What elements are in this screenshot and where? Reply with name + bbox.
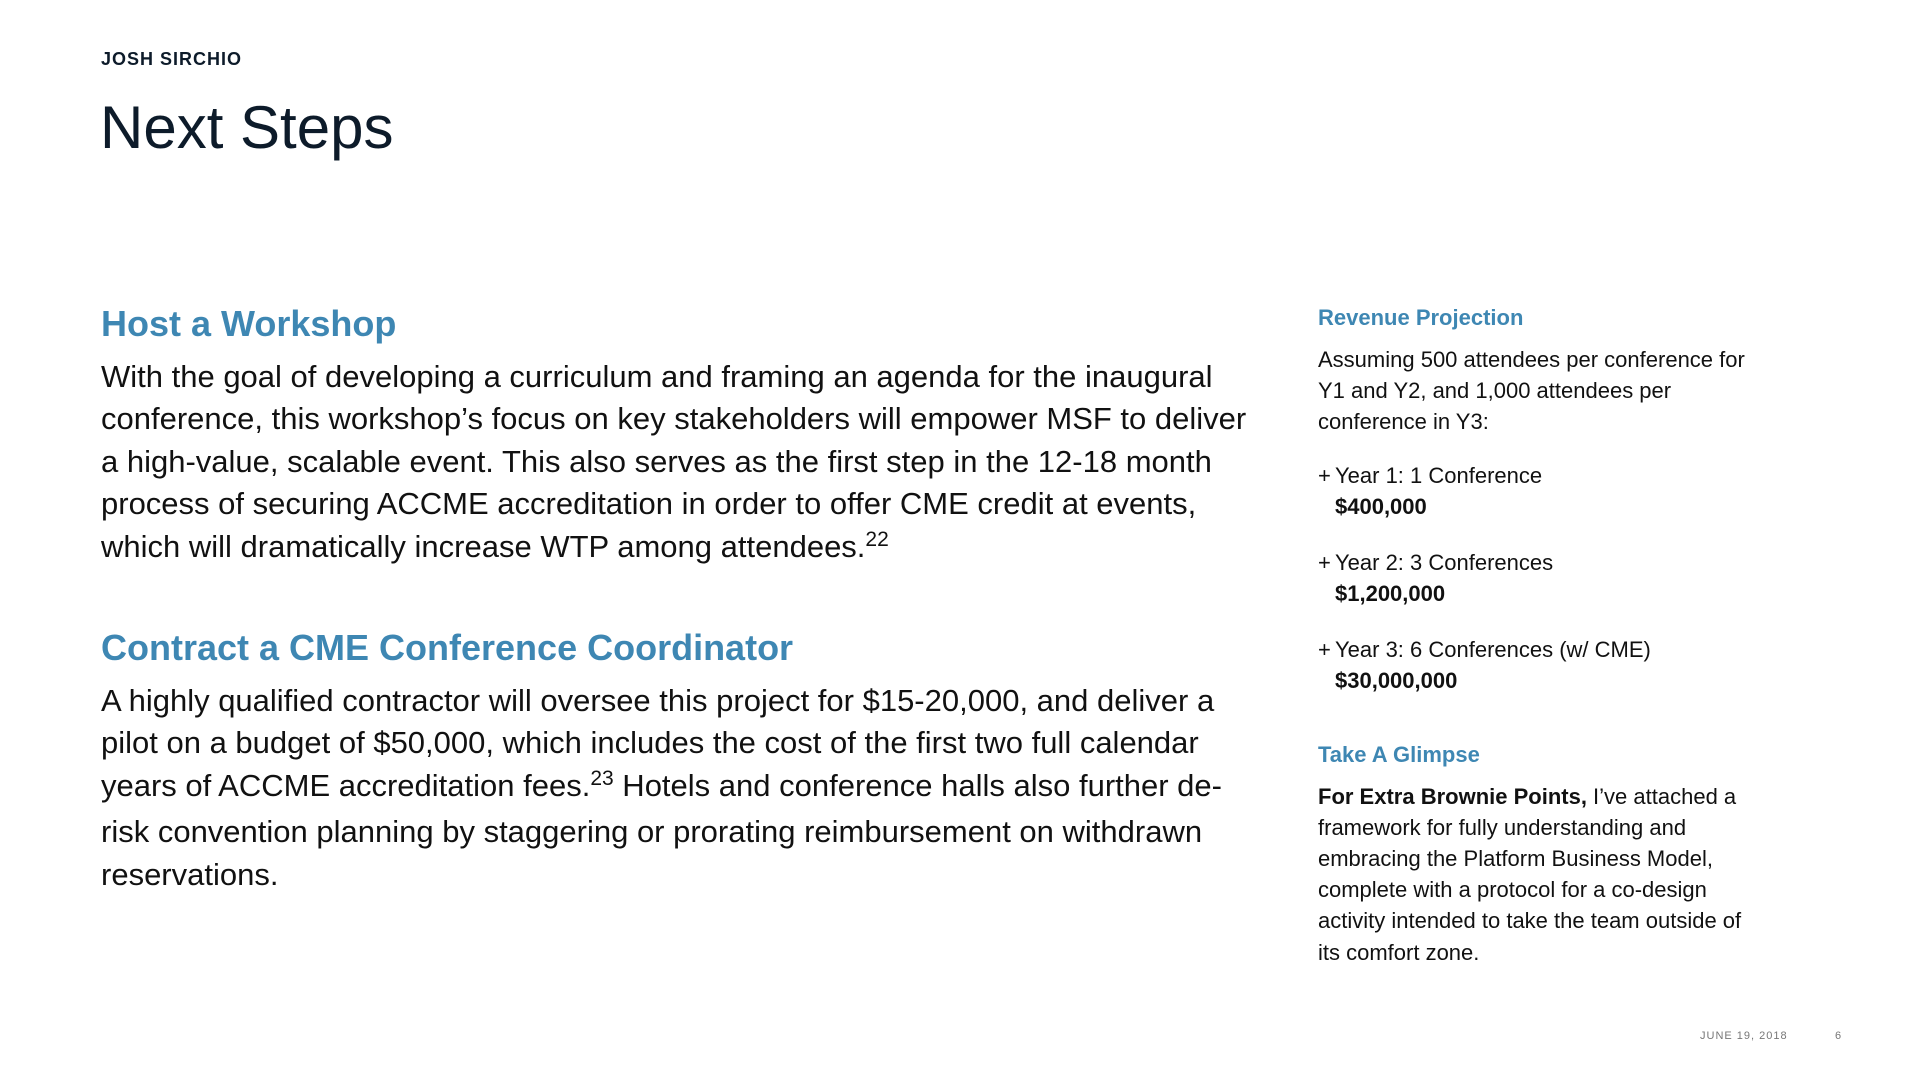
year-amount: $1,200,000 xyxy=(1335,581,1446,607)
list-item xyxy=(1318,634,1748,697)
section-body-text: A highly qualified contractor will oversee this project for $15-20,000, and deliver a pilot on a budget of $50,000, which includes the cost of the first two full calendar years of ACCME accreditation fees. xyxy=(101,683,1215,803)
revenue-intro: Assuming 500 attendees per conference for Y1 and Y2, and 1,000 attendees per conference in Y3: xyxy=(1318,347,1745,435)
section-body-text: With the goal of developing a curriculum and framing an agenda for the inaugural conference, this workshop’s focus on key stakeholders will empower MSF to deliver a high-value, scalable event. This also serves as the first step in the 12-18 month process of securing ACCME accreditation in order to offer CME credit at events, which will dramatically increase WTP among attendees. xyxy=(101,359,1247,564)
revenue-heading: Revenue Projection xyxy=(1318,305,1524,330)
section-contract-coordinator xyxy=(101,624,1251,896)
author-name: JOSH SIRCHIO xyxy=(101,49,243,69)
section-body-text: Hotels and conference halls also further de-risk convention planning by staggering or prorating reimbursement on withdrawn reservations. xyxy=(101,767,1222,892)
page-number: 6 xyxy=(1835,1030,1842,1042)
take-a-glimpse xyxy=(1318,740,1748,968)
year-label: Year 1: 1 Conference xyxy=(1335,462,1543,488)
section-heading: Host a Workshop xyxy=(101,303,397,344)
section-body xyxy=(101,356,1251,572)
page-title: Next Steps xyxy=(100,94,394,161)
main-column xyxy=(101,300,1251,896)
year-amount: $400,000 xyxy=(1335,494,1427,520)
revenue-year-list xyxy=(1318,460,1748,697)
footer-date: JUNE 19, 2018 xyxy=(1700,1030,1788,1042)
glimpse-heading: Take A Glimpse xyxy=(1318,741,1480,767)
glimpse-lead: For Extra Brownie Points, xyxy=(1318,783,1587,809)
plus-bullet: + xyxy=(1318,636,1331,662)
plus-bullet: + xyxy=(1318,549,1331,575)
year-amount: $30,000,000 xyxy=(1335,668,1458,694)
plus-bullet: + xyxy=(1318,462,1331,488)
section-host-workshop xyxy=(101,300,1251,572)
revenue-projection xyxy=(1318,303,1748,697)
list-item xyxy=(1318,460,1748,523)
glimpse-text xyxy=(1318,781,1748,968)
sidebar xyxy=(1318,303,1748,968)
footnote-marker: 22 xyxy=(865,527,889,551)
year-label: Year 2: 3 Conferences xyxy=(1335,549,1554,575)
footnote-marker: 23 xyxy=(590,766,614,790)
list-item xyxy=(1318,547,1748,610)
section-body xyxy=(101,680,1251,896)
glimpse-body: I’ve attached a framework for fully understanding and embracing the Platform Business Model, complete with a protocol for a co-design activity intended to take the team outside of its comfort zone. xyxy=(1318,783,1742,965)
section-heading: Contract a CME Conference Coordinator xyxy=(101,627,794,669)
year-label: Year 3: 6 Conferences (w/ CME) xyxy=(1335,636,1651,662)
